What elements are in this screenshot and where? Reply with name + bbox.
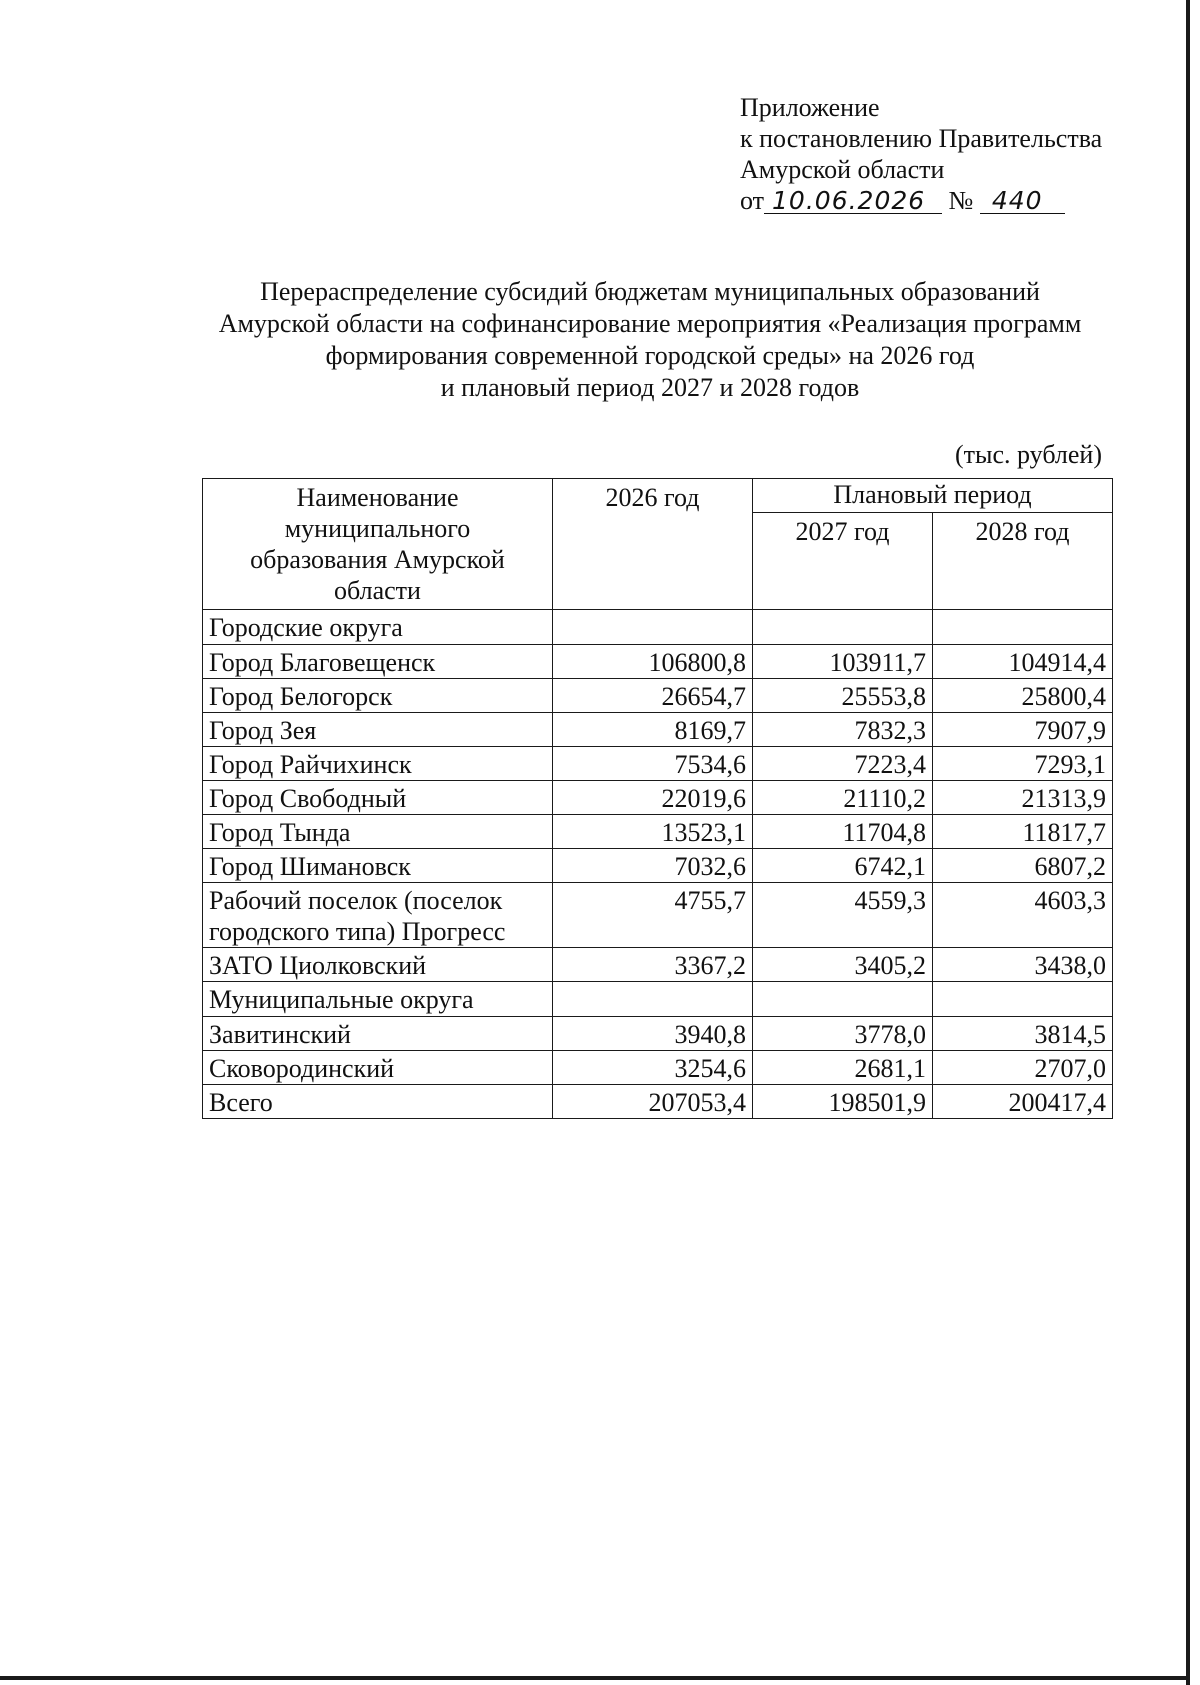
- value-2026: 22019,6: [553, 781, 753, 815]
- table-row: [203, 883, 1113, 948]
- header-2028: 2028 год: [933, 512, 1113, 609]
- header-2026: 2026 год: [553, 479, 753, 610]
- row-name: Сковородинский: [203, 1051, 553, 1085]
- table-row: [203, 713, 1113, 747]
- row-name: Завитинский: [203, 1017, 553, 1051]
- total-2026: 207053,4: [553, 1085, 753, 1119]
- document-title: [150, 276, 1150, 404]
- row-name: Город Свободный: [203, 781, 553, 815]
- value-2028: 7293,1: [933, 747, 1113, 781]
- table-row: [203, 679, 1113, 713]
- value-2028: 7907,9: [933, 713, 1113, 747]
- row-name: Город Райчихинск: [203, 747, 553, 781]
- appendix-line-1: Приложение: [740, 93, 880, 122]
- appendix-line-3: Амурской области: [740, 155, 945, 184]
- handwritten-number: 440: [980, 189, 1065, 214]
- value-2027: 3778,0: [753, 1017, 933, 1051]
- table-row: [203, 781, 1113, 815]
- page-border-right: [1186, 0, 1190, 1685]
- value-2027: 11704,8: [753, 815, 933, 849]
- header-2027: 2027 год: [753, 512, 933, 609]
- value-2028: 6807,2: [933, 849, 1113, 883]
- row-name: Город Благовещенск: [203, 645, 553, 679]
- value-2027: 6742,1: [753, 849, 933, 883]
- appendix-line-2: к постановлению Правительства: [740, 124, 1103, 153]
- table-row: [203, 1051, 1113, 1085]
- appendix-date-line: [740, 185, 1102, 216]
- page-border-bottom: [0, 1676, 1190, 1680]
- section-row-urban: [203, 610, 1113, 645]
- row-name: Рабочий поселок (поселок городского типа) Прогресс: [203, 883, 553, 948]
- value-2026: 8169,7: [553, 713, 753, 747]
- row-name: Город Тында: [203, 815, 553, 849]
- title-line-3: формирования современной городской среды» на 2026 год: [325, 341, 975, 370]
- value-2026: 26654,7: [553, 679, 753, 713]
- total-2028: 200417,4: [933, 1085, 1113, 1119]
- table-row: [203, 849, 1113, 883]
- value-2028: 3438,0: [933, 948, 1113, 982]
- subsidy-table: [202, 478, 1113, 1119]
- title-line-4: и плановый период 2027 и 2028 годов: [440, 373, 860, 402]
- value-2028: 2707,0: [933, 1051, 1113, 1085]
- value-2026: 3254,6: [553, 1051, 753, 1085]
- value-2027: 7832,3: [753, 713, 933, 747]
- handwritten-date: 10.06.2026: [764, 189, 942, 214]
- value-2028: 25800,4: [933, 679, 1113, 713]
- value-2026: 7534,6: [553, 747, 753, 781]
- table-row: [203, 815, 1113, 849]
- value-2027: 3405,2: [753, 948, 933, 982]
- value-2027: 4559,3: [753, 883, 933, 948]
- value-2026: 106800,8: [553, 645, 753, 679]
- section-label: Муниципальные округа: [203, 982, 553, 1017]
- value-2027: 103911,7: [753, 645, 933, 679]
- value-2026: 13523,1: [553, 815, 753, 849]
- row-name: Город Белогорск: [203, 679, 553, 713]
- table-row: [203, 747, 1113, 781]
- value-2026: 7032,6: [553, 849, 753, 883]
- value-2028: 11817,7: [933, 815, 1113, 849]
- value-2028: 3814,5: [933, 1017, 1113, 1051]
- row-name: Город Шимановск: [203, 849, 553, 883]
- value-2027: 7223,4: [753, 747, 933, 781]
- units-label: (тыс. рублей): [954, 440, 1102, 469]
- appendix-block: [740, 92, 1102, 216]
- date-prefix: от: [740, 186, 765, 215]
- row-name: ЗАТО Циолковский: [203, 948, 553, 982]
- value-2027: 25553,8: [753, 679, 933, 713]
- table-row: [203, 1017, 1113, 1051]
- total-label: Всего: [203, 1085, 553, 1119]
- total-row: [203, 1085, 1113, 1119]
- section-row-municipal: [203, 982, 1113, 1017]
- title-line-2: Амурской области на софинансирование мероприятия «Реализация программ: [218, 309, 1082, 338]
- value-2026: 3940,8: [553, 1017, 753, 1051]
- total-2027: 198501,9: [753, 1085, 933, 1119]
- value-2028: 104914,4: [933, 645, 1113, 679]
- value-2028: 21313,9: [933, 781, 1113, 815]
- title-line-1: Перераспределение субсидий бюджетам муниципальных образований: [260, 277, 1040, 306]
- value-2028: 4603,3: [933, 883, 1113, 948]
- value-2027: 21110,2: [753, 781, 933, 815]
- section-label: Городские округа: [203, 610, 553, 645]
- table-row: [203, 948, 1113, 982]
- header-plan-period: Плановый период: [753, 479, 1113, 513]
- value-2027: 2681,1: [753, 1051, 933, 1085]
- value-2026: 3367,2: [553, 948, 753, 982]
- number-prefix: №: [948, 186, 974, 215]
- header-name: Наименование муниципального образования Амурской области: [203, 479, 553, 610]
- table-row: [203, 645, 1113, 679]
- row-name: Город Зея: [203, 713, 553, 747]
- value-2026: 4755,7: [553, 883, 753, 948]
